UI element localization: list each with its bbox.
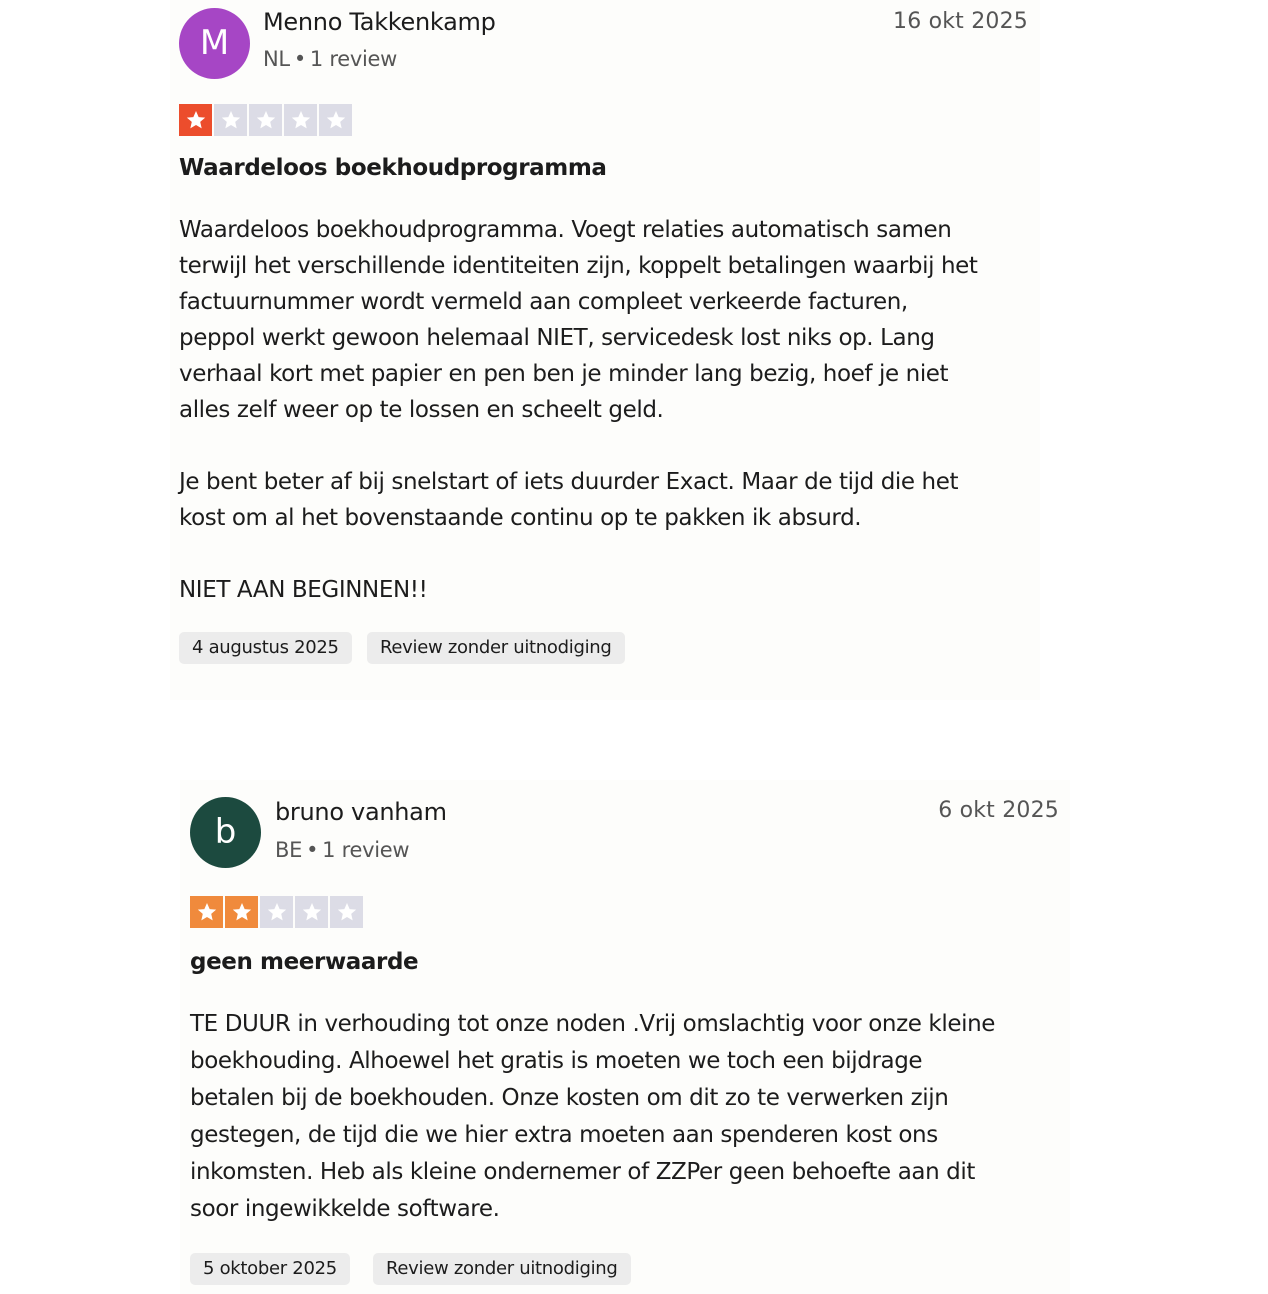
meta-separator: • xyxy=(306,838,319,862)
reviewer-name[interactable]: Menno Takkenkamp xyxy=(263,8,496,36)
review-title[interactable]: Waardeloos boekhoudprogramma xyxy=(179,155,607,181)
reviewer-review-count: 1 review xyxy=(322,838,410,862)
reviewer-country: NL xyxy=(263,47,290,71)
reviewer-name[interactable]: bruno vanham xyxy=(275,798,447,826)
experience-date-tag: 4 augustus 2025 xyxy=(179,632,352,664)
star-rating xyxy=(190,896,363,928)
review-body xyxy=(190,1006,1065,1228)
star-icon xyxy=(290,109,312,131)
review-date: 6 okt 2025 xyxy=(938,798,1059,823)
star-filled xyxy=(179,104,212,136)
star-empty xyxy=(295,896,328,928)
review-paragraph: Je bent beter af bij snelstart of iets duurder Exact. Maar de tijd die het kost om al het bovenstaande continu op te pakken ik absurd. xyxy=(179,469,959,531)
reviewer-review-count: 1 review xyxy=(309,47,397,71)
star-icon xyxy=(336,901,358,923)
star-icon xyxy=(220,109,242,131)
avatar[interactable]: b xyxy=(190,797,261,868)
star-rating xyxy=(179,104,352,136)
star-filled xyxy=(190,896,223,928)
star-icon xyxy=(185,109,207,131)
reviewer-country: BE xyxy=(275,838,303,862)
experience-date-tag: 5 oktober 2025 xyxy=(190,1253,350,1285)
review-title[interactable]: geen meerwaarde xyxy=(190,949,419,975)
star-filled xyxy=(225,896,258,928)
star-icon xyxy=(266,901,288,923)
star-icon xyxy=(301,901,323,923)
star-empty xyxy=(214,104,247,136)
avatar[interactable]: M xyxy=(179,8,250,79)
star-icon xyxy=(196,901,218,923)
review-source-tag[interactable]: Review zonder uitnodiging xyxy=(367,632,625,664)
review-body xyxy=(179,212,1039,608)
review-source-tag[interactable]: Review zonder uitnodiging xyxy=(373,1253,631,1285)
star-icon xyxy=(231,901,253,923)
star-icon xyxy=(255,109,277,131)
star-empty xyxy=(284,104,317,136)
star-empty xyxy=(260,896,293,928)
star-icon xyxy=(325,109,347,131)
star-empty xyxy=(249,104,282,136)
star-empty xyxy=(330,896,363,928)
reviewer-meta xyxy=(263,47,397,71)
review-paragraph: Waardeloos boekhoudprogramma. Voegt relaties automatisch samen terwijl het verschillende identiteiten zijn, koppelt betalingen waarbij het factuurnummer wordt vermeld aan compleet verkeerde facturen, peppol werkt gewoon helemaal NIET, servicedesk lost niks op. Lang verhaal kort met papier en pen ben je minder lang bezig, hoef je niet alles zelf weer op te lossen en scheelt geld. xyxy=(179,217,978,423)
star-empty xyxy=(319,104,352,136)
meta-separator: • xyxy=(293,47,306,71)
review-date: 16 okt 2025 xyxy=(893,9,1028,34)
review-paragraph: NIET AAN BEGINNEN!! xyxy=(179,577,428,603)
review-paragraph: TE DUUR in verhouding tot onze noden .Vrij omslachtig voor onze kleine boekhouding. Alhoewel het gratis is moeten we toch een bijdrage betalen bij de boekhouden. Onze kosten om dit zo te verwerken zijn gestegen, de tijd die we hier extra moeten aan spenderen kost ons inkomsten. Heb als kleine ondernemer of ZZPer geen behoefte aan dit soor ingewikkelde software. xyxy=(190,1011,996,1222)
reviewer-meta xyxy=(275,838,409,862)
